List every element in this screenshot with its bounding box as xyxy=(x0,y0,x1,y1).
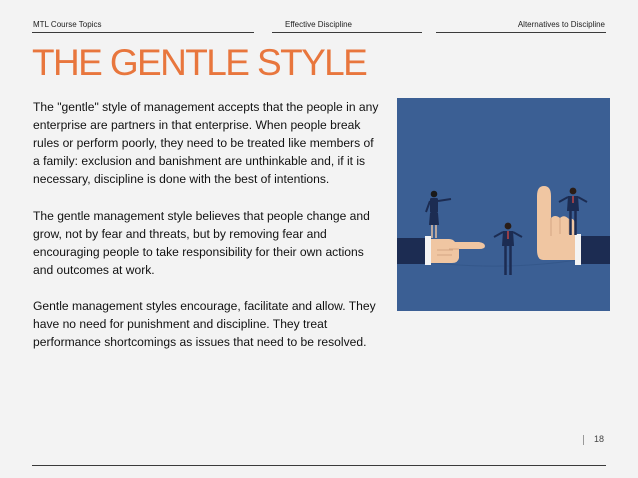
paragraph-3: Gentle management styles encourage, facilitate and allow. They have no need for punishment and discipline. They treat performance shortcomings as issues that need to be resolved. xyxy=(33,299,376,350)
paragraph-2: The gentle management style believes that people change and grow, not by fear and threats, but by removing fear and encouraging people to take responsibility for their own actions and outcomes at work. xyxy=(33,208,370,277)
body-text xyxy=(33,98,383,369)
gentle-management-illustration xyxy=(397,98,610,311)
slide-title: THE GENTLE STYLE xyxy=(32,42,367,83)
header-rule-center xyxy=(272,32,422,33)
header-topic: Alternatives to Discipline xyxy=(517,20,605,29)
paragraph-1: The "gentle" style of management accepts that the people in any enterprise are partners in that enterprise. When people break rules or perform poorly, they need to be treated like members of a family: exclusion and banishment are unthinkable and, if it is necessary, discipline is done with the best of intentions. xyxy=(33,100,379,187)
header-course-topics: MTL Course Topics xyxy=(33,20,102,29)
page-number-divider xyxy=(583,435,584,445)
footer-rule xyxy=(32,465,606,466)
header-rule-left xyxy=(32,32,254,33)
page-number: 18 xyxy=(594,434,605,444)
header-section: Effective Discipline xyxy=(285,20,352,29)
header-rule-right xyxy=(436,32,606,33)
